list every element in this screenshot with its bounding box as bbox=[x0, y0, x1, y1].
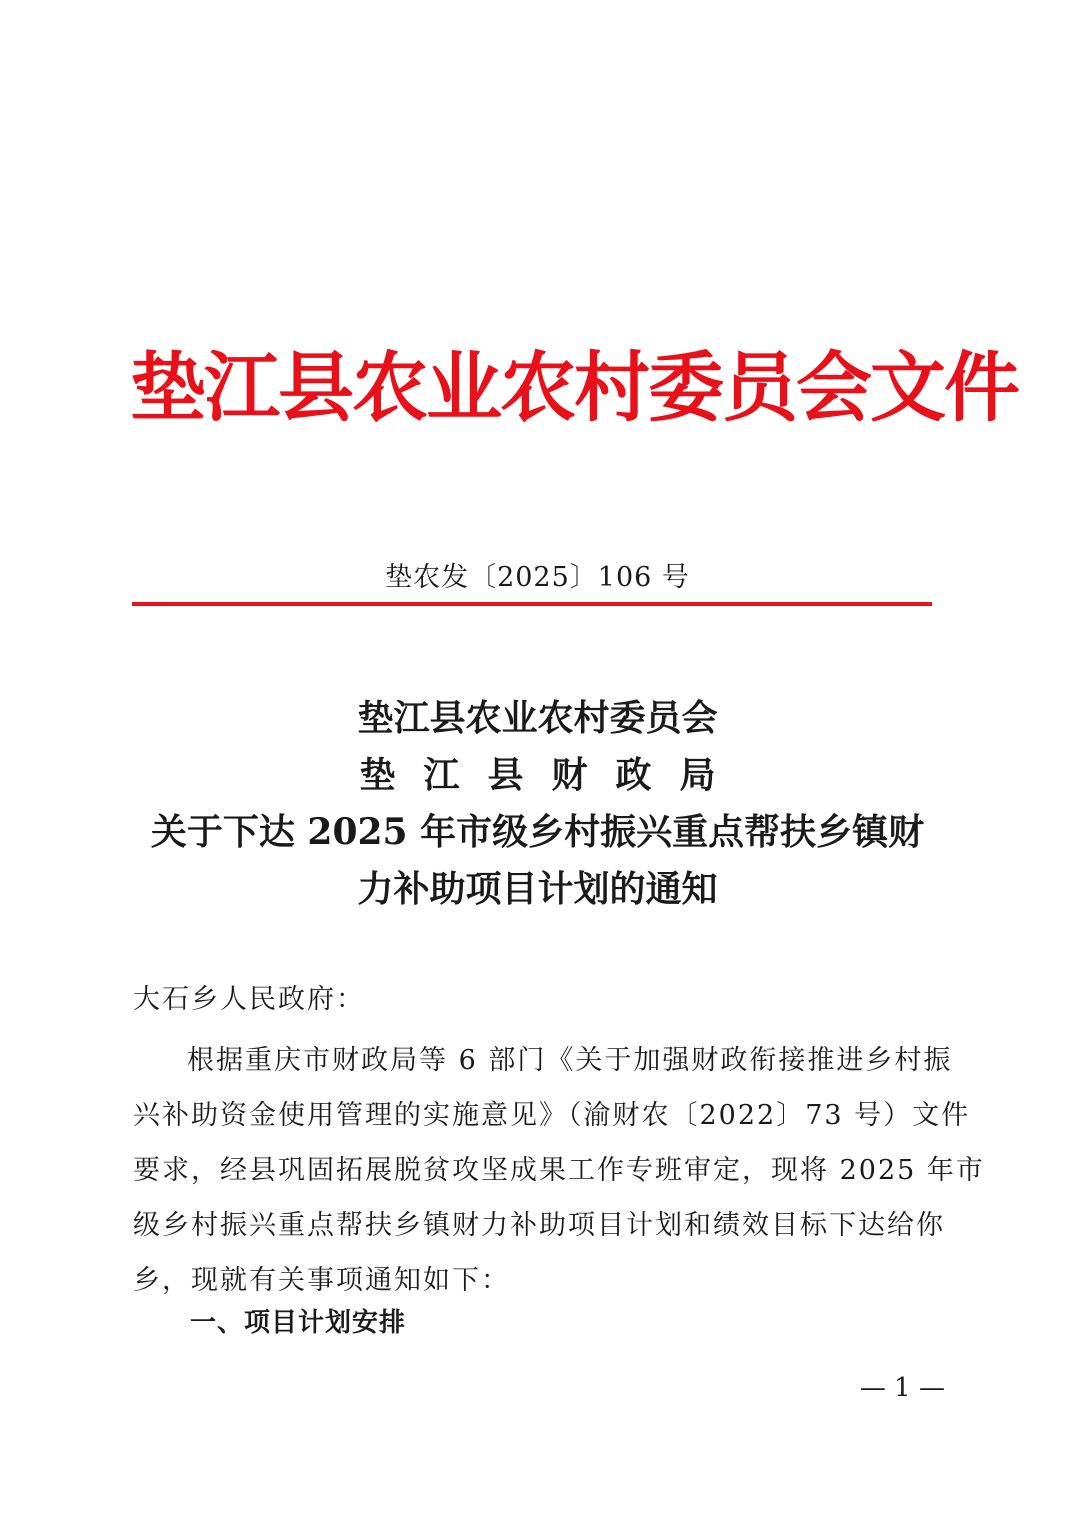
section-heading: 一、项目计划安排 bbox=[190, 1308, 407, 1338]
page-number: — 1 — bbox=[859, 1373, 945, 1403]
title-subject-line-1: 关于下达 2025 年市级乡村振兴重点帮扶乡镇财 bbox=[150, 811, 925, 853]
red-divider-line bbox=[132, 602, 932, 606]
body-paragraph bbox=[133, 1033, 985, 1308]
document-number: 垫农发〔2025〕106 号 bbox=[385, 562, 690, 593]
body-line: 根据重庆市财政局等 6 部门《关于加强财政衔接推进乡村振 bbox=[187, 1045, 953, 1076]
title-issuer-committee: 垫江县农业农村委员会 bbox=[357, 697, 718, 739]
body-line: 兴补助资金使用管理的实施意见》（渝财农〔2022〕73 号）文件 bbox=[133, 1100, 971, 1131]
body-line: 级乡村振兴重点帮扶乡镇财力补助项目计划和绩效目标下达给你 bbox=[133, 1210, 945, 1241]
title-subject-line-2: 力补助项目计划的通知 bbox=[357, 868, 718, 910]
body-line: 乡，现就有关事项通知如下： bbox=[133, 1265, 510, 1296]
salutation: 大石乡人民政府： bbox=[133, 984, 365, 1015]
masthead-title: 垫江县农业农村委员会文件 bbox=[130, 343, 1018, 432]
title-issuer-finance-bureau: 垫江县财政局 bbox=[359, 754, 744, 796]
notice-title bbox=[120, 690, 955, 918]
body-line: 要求，经县巩固拓展脱贫攻坚成果工作专班审定，现将 2025 年市 bbox=[133, 1155, 985, 1186]
